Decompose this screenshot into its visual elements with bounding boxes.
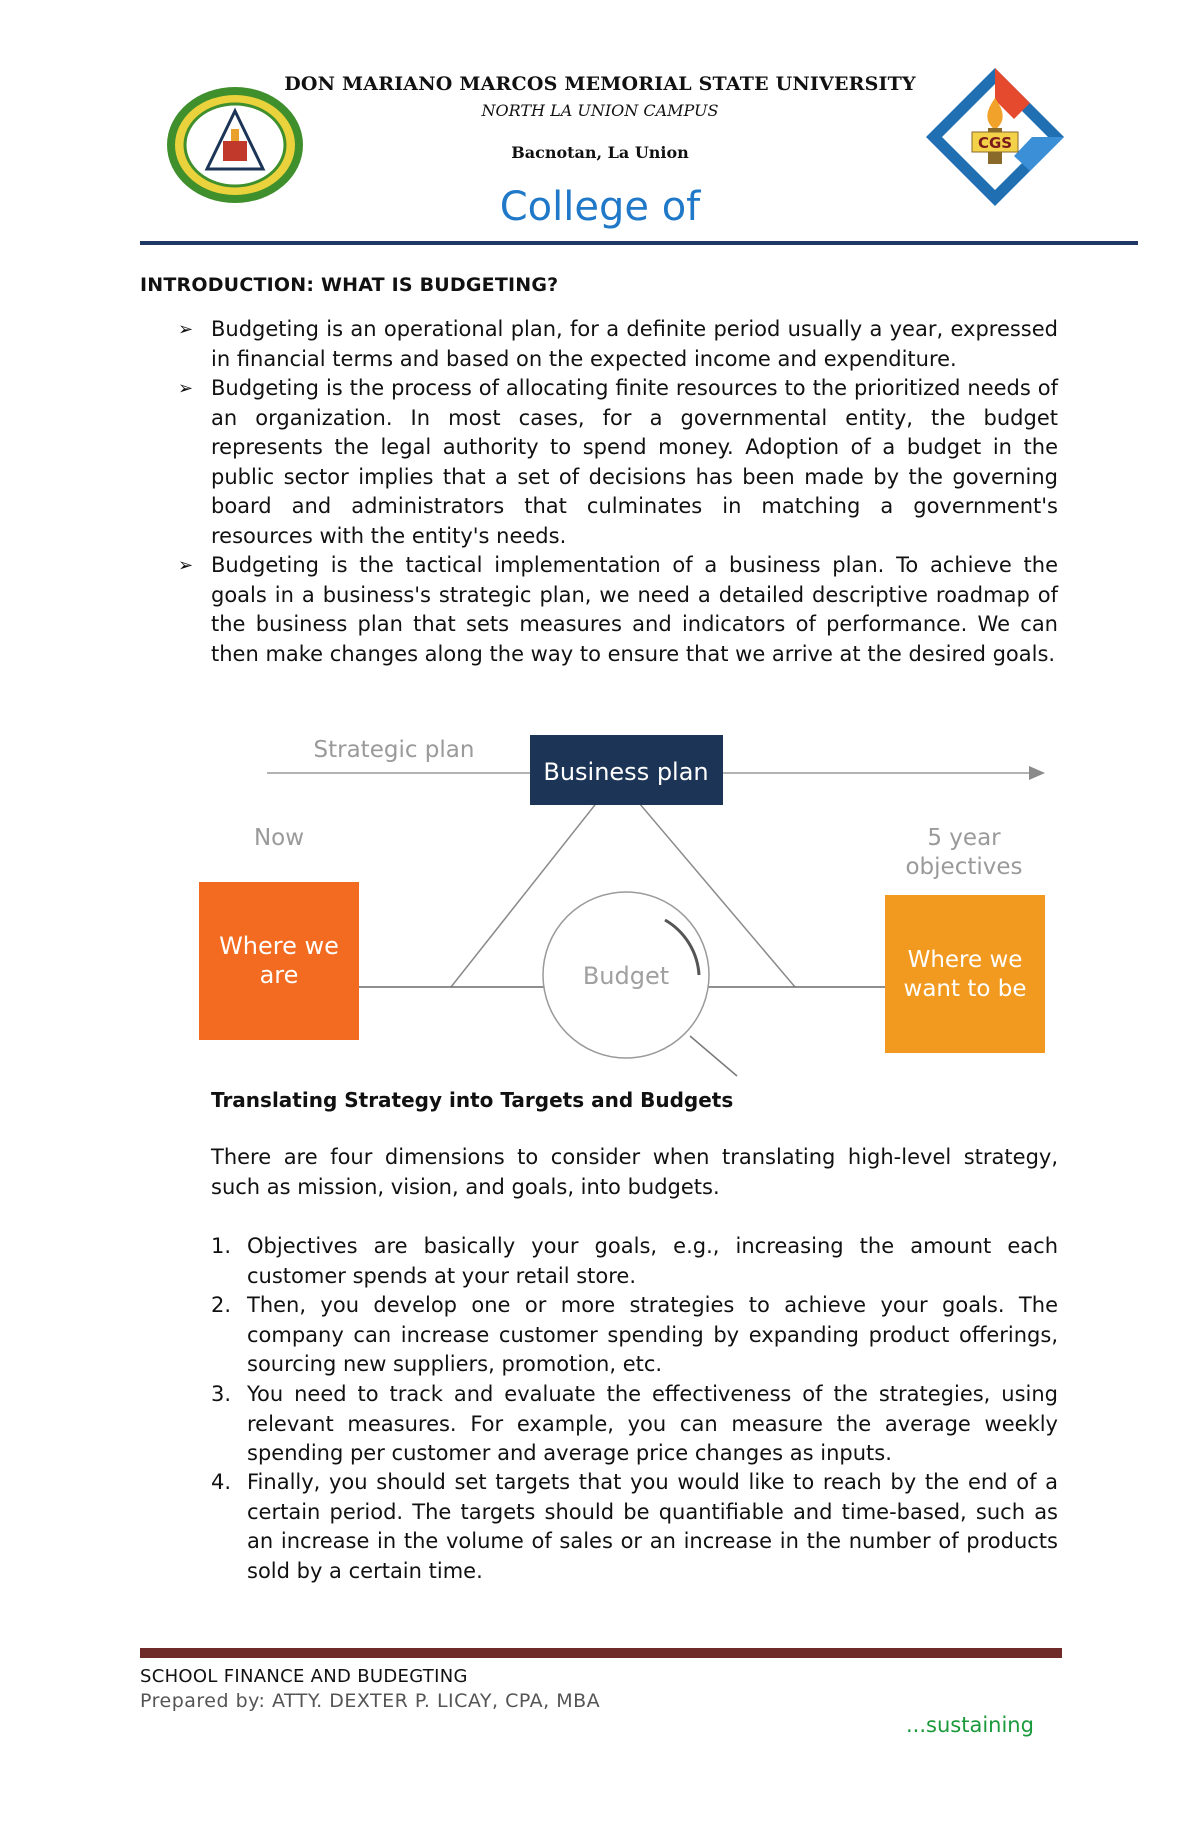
strategy-budget-diagram [171,702,1071,1084]
list-number: 2. [211,1293,232,1317]
where-we-are-label-line2: are [259,961,299,989]
business-plan-label: Business plan [543,758,709,786]
section-lead: There are four dimensions to consider when translating high-level strategy, such as mission, vision, and goals, into budgets. [211,1145,1058,1199]
arrow-bullet-icon: ➢ [178,555,194,576]
footer-tagline: ...sustaining [906,1713,1034,1737]
prepared-by: Prepared by: ATTY. DEXTER P. LICAY, CPA, MBA [140,1690,601,1712]
list-item-2: 2. Then, you develop one or more strategies to achieve your goals. The company can increase customer spending by expanding product offerings, sourcing new suppliers, promotion, etc. [211,1293,1058,1376]
intro-bullet-2: ➢ Budgeting is the process of allocating finite resources to the prioritized needs of an organization. In most cases, for a governmental entity, the budget represents the legal authority to spend money. Adoption of a budget in the public sector implies that a set of decisions has been made by the governing board and administrators that culminates in matching a government's resources with the entity's needs. [178,376,1058,548]
arrow-bullet-icon: ➢ [178,319,194,340]
where-we-want-to-be-box [885,895,1045,1053]
campus-location: Bacnotan, La Union [511,143,689,162]
course-title: SCHOOL FINANCE AND BUDEGTING [140,1666,468,1687]
footer-divider [140,1648,1062,1658]
intro-bullet-3: ➢ Budgeting is the tactical implementation of a business plan. To achieve the goals in a business's strategic plan, we need a detailed descriptive roadmap of the business plan that sets measures and indicators of performance. We can then make changes along the way to ensure that we arrive at the desired goals. [178,553,1058,666]
list-number: 1. [211,1234,232,1258]
now-label: Now [253,825,305,851]
arrow-bullet-icon: ➢ [178,378,194,399]
budget-label: Budget [582,962,670,990]
list-item-3: 3. You need to track and evaluate the effectiveness of the strategies, using relevant measures. For example, you can measure the average weekly spending per customer and average price changes as inputs. [211,1382,1058,1465]
list-number: 3. [211,1382,232,1406]
university-name: DON MARIANO MARCOS MEMORIAL STATE UNIVERSITY [284,73,916,95]
campus-name: NORTH LA UNION CAMPUS [481,101,719,120]
objectives-label-line1: 5 year [927,825,1001,851]
list-number: 4. [211,1470,232,1494]
list-item-4: 4. Finally, you should set targets that you would like to reach by the end of a certain period. The targets should be quantifiable and time-based, such as an increase in the volume of sales or an increase in the number of products sold by a certain time. [211,1470,1058,1583]
where-we-are-label-line1: Where we [219,932,339,960]
section-heading: Translating Strategy into Targets and Budgets [211,1088,734,1112]
intro-heading: INTRODUCTION: WHAT IS BUDGETING? [140,274,559,296]
cgs-logo [922,64,1068,210]
list-item-1: 1. Objectives are basically your goals, e.g., increasing the amount each customer spends at your retail store. [211,1234,1058,1288]
cgs-logo-text: CGS [977,134,1013,152]
want-to-be-label-line1: Where we [907,947,1023,973]
intro-bullet-1: ➢ Budgeting is an operational plan, for a definite period usually a year, expressed in financial terms and based on the expected income and expenditure. [178,317,1058,371]
strategic-plan-label: Strategic plan [313,737,475,763]
want-to-be-label-line2: want to be [903,976,1027,1002]
header-divider [140,241,1138,245]
objectives-label-line2: objectives [905,854,1023,880]
college-name: College of [499,184,701,230]
